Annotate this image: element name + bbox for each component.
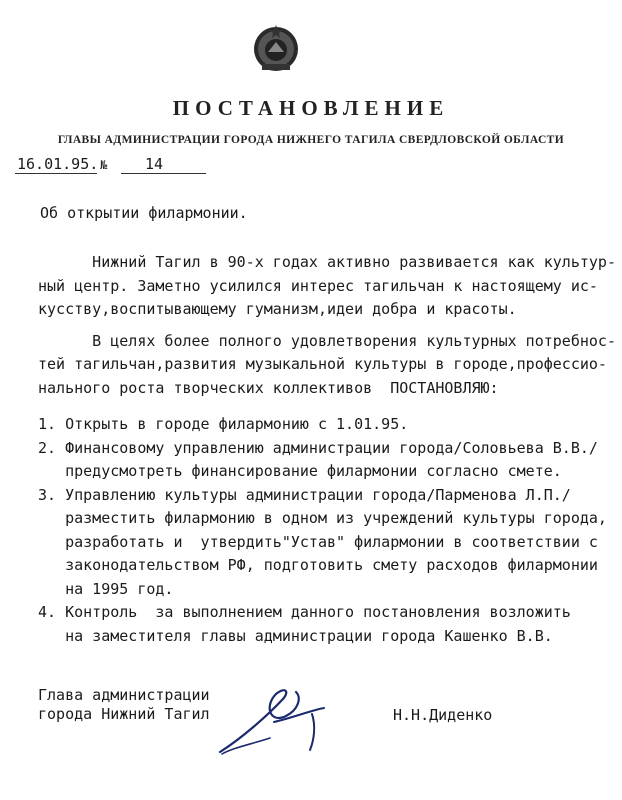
decree-item-1: 1. Открыть в городе филармонию с 1.01.95. [38, 415, 409, 433]
decree-item-2-cont: предусмотреть финансирование филармонии согласно смете. [38, 462, 562, 480]
decree-item-3-cont: разработать и утвердить"Устав" филармонии в соответствии с [38, 532, 598, 551]
decree-subject: Об открытии филармонии. [40, 204, 248, 222]
document-subtitle: ГЛАВЫ АДМИНИСТРАЦИИ ГОРОДА НИЖНЕГО ТАГИЛА СВЕРДЛОВСКОЙ ОБЛАСТИ [57, 134, 565, 146]
body-line: Нижний Тагил в 90-х годах активно развивается как культур- [38, 253, 616, 271]
decree-date: 16.01.95. [17, 155, 99, 173]
document-title: ПОСТАНОВЛЕНИЕ [172, 96, 450, 120]
rsfsr-coat-of-arms-icon [250, 22, 302, 74]
body-line: кусству,воспитывающему гуманизм,идеи добра и красоты. [38, 300, 517, 318]
body-line: нального роста творческих коллективов ПОСТАНОВЛЯЮ: [38, 378, 499, 397]
decree-body [38, 251, 616, 648]
number-sign: № [100, 158, 108, 172]
signatory-title [38, 686, 210, 724]
decree-number: 14 [121, 155, 206, 174]
decree-item-3: 3. Управлению культуры администрации города/Парменова Л.П./ [38, 485, 571, 504]
decree-item-4-cont: на заместителя главы администрации города Кашенко В.В. [38, 626, 553, 645]
decree-item-3-cont: на 1995 год. [38, 579, 174, 598]
signatory-title-line: Глава администрации [38, 686, 210, 704]
body-line: ный центр. Заметно усилился интерес тагильчан к настоящему ис- [38, 276, 598, 295]
body-line: В целях более полного удовлетворения культурных потребнос- [38, 331, 616, 350]
decree-item-3-cont: законодательством РФ, подготовить смету расходов филармонии [38, 556, 598, 574]
decree-item-2: 2. Финансовому управлению администрации города/Соловьева В.В./ [38, 438, 598, 457]
signatory-title-line: города Нижний Тагил [38, 705, 210, 723]
handwritten-signature-icon [212, 678, 342, 758]
decree-item-4: 4. Контроль за выполнением данного постановления возложить [38, 603, 571, 621]
decree-item-3-cont: разместить филармонию в одном из учреждений культуры города, [38, 509, 607, 527]
signer-name: Н.Н.Диденко [393, 706, 493, 724]
body-line: тей тагильчан,развития музыкальной культуры в городе,профессио- [38, 355, 607, 373]
